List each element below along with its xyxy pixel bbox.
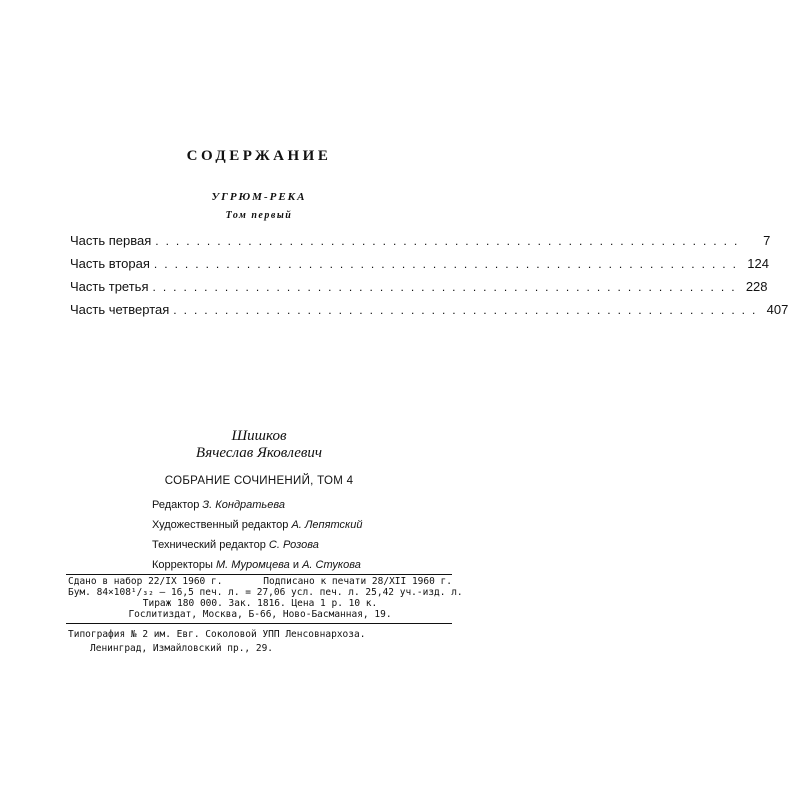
divider-bottom (66, 623, 452, 624)
dot-leader: ......................................................... (153, 257, 743, 271)
author-block (0, 428, 518, 462)
toc-entry-label: Часть вторая (70, 256, 150, 271)
credits-list (152, 499, 452, 579)
imprint-dates (68, 576, 452, 587)
toc-entry-label: Часть четвертая (70, 302, 170, 317)
publisher: Гослитиздат, Москва, Б-66, Ново-Басманная, 19. (128, 609, 392, 620)
dot-leader: ......................................................... (155, 234, 745, 248)
credit-role: Редактор (152, 499, 200, 511)
toc-entry-page: 228 (745, 279, 768, 294)
credit-role: Корректоры (152, 559, 213, 571)
print-run: Тираж 180 000. Зак. 1816. Цена 1 р. 10 к. (142, 598, 378, 609)
credit-name-second: А. Стукова (302, 559, 361, 571)
toc-entry (70, 279, 768, 302)
toc-entry (70, 302, 788, 325)
dot-leader: ......................................................... (173, 303, 763, 317)
signed-date: Подписано к печати 28/XII 1960 г. (263, 576, 452, 587)
credit-name: З. Кондратьева (202, 499, 285, 511)
contents-heading: СОДЕРЖАНИЕ (186, 148, 332, 164)
printer-name: Типография № 2 им. Евг. Соколовой УПП Ленсовнархоза. (68, 629, 366, 640)
toc-entry-label: Часть третья (70, 279, 149, 294)
credit-editor (152, 499, 452, 519)
divider-top (66, 574, 452, 575)
printer-address: Ленинград, Измайловский пр., 29. (90, 643, 274, 654)
credit-name: М. Муромцева (215, 559, 290, 571)
toc-entry-page: 124 (747, 256, 769, 271)
credit-conjunction: и (292, 559, 300, 571)
imprint-block (68, 576, 463, 620)
credit-role: Художественный редактор (152, 519, 289, 531)
toc-entry-page: 7 (763, 233, 771, 248)
collection-title: СОБРАНИЕ СОЧИНЕНИЙ, ТОМ 4 (164, 475, 354, 487)
credit-role: Технический редактор (152, 539, 266, 551)
toc-entry-page: 407 (766, 302, 788, 317)
credit-art-editor (152, 519, 452, 539)
table-of-contents (70, 233, 788, 325)
typeset-date: Сдано в набор 22/IX 1960 г. (68, 576, 223, 587)
printer-block (68, 628, 452, 656)
author-surname: Шишков (231, 428, 287, 444)
author-name: Вячеслав Яковлевич (195, 445, 323, 461)
credit-name: А. Лепятский (291, 519, 363, 531)
toc-entry (70, 256, 769, 279)
credit-tech-editor (152, 539, 452, 559)
book-title: УГРЮМ-РЕКА (211, 191, 307, 203)
toc-entry-label: Часть первая (70, 233, 152, 248)
toc-entry (70, 233, 771, 256)
dot-leader: ......................................................... (152, 280, 742, 294)
volume-title: Том первый (225, 210, 293, 221)
credit-name: С. Розова (268, 539, 319, 551)
paper-specs: Бум. 84×108¹/₃₂ — 16,5 печ. л. = 27,06 усл. печ. л. 25,42 уч.-изд. л. (68, 587, 463, 598)
